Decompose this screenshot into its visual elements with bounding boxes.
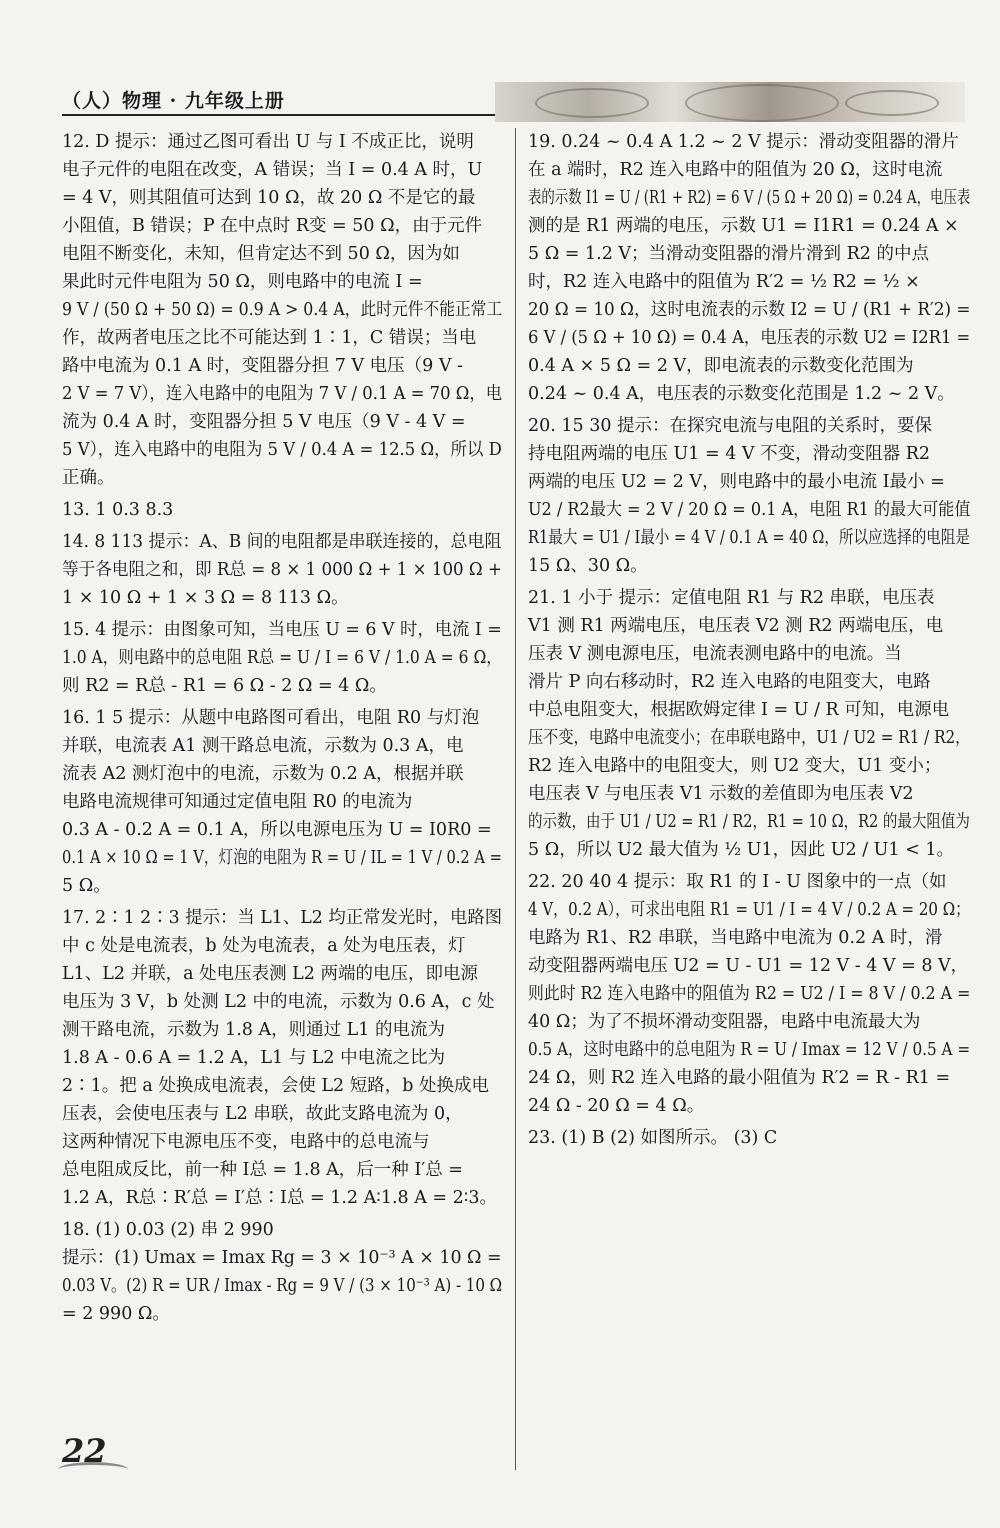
answer-line: 5 Ω，所以 U2 最大值为 ½ U1，因此 U2 / U1 < 1。 — [528, 840, 954, 860]
answer-line: 在 a 端时，R2 连入电路中的阻值为 20 Ω，这时电流 — [528, 160, 943, 180]
answer-item-20 — [528, 412, 970, 580]
answer-line: 则 R2 = R总 - R1 = 6 Ω - 2 Ω = 4 Ω。 — [62, 676, 387, 696]
answer-line: 总电阻成反比，前一种 I总 = 1.8 A，后一种 I′总 = — [62, 1160, 463, 1180]
left-column — [62, 128, 502, 1332]
answer-line: 滑片 P 向右移动时，R2 连入电路的电阻变大，电路 — [528, 672, 931, 692]
answer-line: 0.1 A × 10 Ω = 1 V，灯泡的电阻为 R = U / IL = 1 V / 0.2 A = — [62, 848, 502, 868]
answer-line: 压不变，电路中电流变小；在串联电路中，U1 / U2 = R1 / R2， — [528, 728, 971, 748]
answer-item-12 — [62, 128, 502, 492]
answer-line: 6 V / (5 Ω + 10 Ω) = 0.4 A，电压表的示数 U2 = I2R1 = — [528, 328, 971, 348]
answer-line: 正确。 — [62, 468, 115, 488]
answer-line: 24 Ω，则 R2 连入电路的最小阻值为 R′2 = R - R1 = — [528, 1068, 951, 1088]
answer-line: 作，故两者电压之比不可能达到 1∶1，C 错误；当电 — [62, 328, 477, 348]
answer-line: 中总电阻变大，根据欧姆定律 I = U / R 可知，电源电 — [528, 700, 950, 720]
answer-line: 15 Ω、30 Ω。 — [528, 556, 648, 576]
answer-line: 2 V = 7 V），连入电路中的电阻为 7 V / 0.1 A = 70 Ω，电 — [62, 384, 503, 404]
answer-line: 20 Ω = 10 Ω，这时电流表的示数 I2 = U / (R1 + R′2) = — [528, 300, 971, 320]
answer-line: 电阻不断变化，未知，但肯定达不到 50 Ω，因为如 — [62, 244, 460, 264]
answer-line: 测干路电流，示数为 1.8 A，则通过 L1 的电流为 — [62, 1020, 445, 1040]
answer-line: = 2 990 Ω。 — [62, 1304, 170, 1324]
answer-line: 0.4 A × 5 Ω = 2 V，即电流表的示数变化范围为 — [528, 356, 914, 376]
answer-item-17 — [62, 904, 502, 1212]
answer-line: 21. 1 小于 提示：定值电阻 R1 与 R2 串联，电压表 — [528, 588, 935, 608]
answer-item-23 — [528, 1124, 970, 1152]
answer-line: 路中电流为 0.1 A 时，变阻器分担 7 V 电压（9 V - — [62, 356, 463, 376]
answer-line: 24 Ω - 20 Ω = 4 Ω。 — [528, 1096, 705, 1116]
column-divider — [515, 128, 516, 1470]
answer-line: 1.0 A，则电路中的总电阻 R总 = U / I = 6 V / 1.0 A = 6 Ω， — [62, 648, 502, 668]
answer-line: 电压表 V 与电压表 V1 示数的差值即为电压表 V2 — [528, 784, 914, 804]
answer-item-15 — [62, 616, 502, 700]
answer-item-22 — [528, 868, 970, 1120]
answer-line: R1最大 = U1 / I最小 = 4 V / 0.1 A = 40 Ω，所以应选择的电阻是 — [528, 528, 970, 548]
answer-line: 并联，电流表 A1 测干路总电流，示数为 0.3 A，电 — [62, 736, 464, 756]
answer-line: 0.24 ~ 0.4 A，电压表的示数变化范围是 1.2 ~ 2 V。 — [528, 384, 955, 404]
answer-line: 电子元件的电阻在改变，A 错误；当 I = 0.4 A 时，U — [62, 160, 483, 180]
answer-line: 40 Ω；为了不损坏滑动变阻器，电路中电流最大为 — [528, 1012, 921, 1032]
answer-line: 这两种情况下电源电压不变，电路中的总电流与 — [62, 1132, 430, 1152]
answer-line: 测的是 R1 两端的电压，示数 U1 = I1R1 = 0.24 A × — [528, 216, 959, 236]
answer-line: 两端的电压 U2 = 2 V，则电路中的最小电流 I最小 = — [528, 472, 945, 492]
page-number-swoosh — [58, 1462, 128, 1477]
answer-line: 的示数，由于 U1 / U2 = R1 / R2，R1 = 10 Ω，R2 的最大阻值为 — [528, 812, 970, 832]
answer-line: 16. 1 5 提示：从题中电路图可看出，电阻 R0 与灯泡 — [62, 708, 480, 728]
answer-line: 流表 A2 测灯泡中的电流，示数为 0.2 A，根据并联 — [62, 764, 464, 784]
answer-line: 流为 0.4 A 时，变阻器分担 5 V 电压（9 V - 4 V = — [62, 412, 466, 432]
answer-line: 12. D 提示：通过乙图可看出 U 与 I 不成正比，说明 — [62, 132, 474, 152]
answer-line: 持电阻两端的电压 U1 = 4 V 不变，滑动变阻器 R2 — [528, 444, 931, 464]
answer-line: 等于各电阻之和，即 R总 = 8 × 1 000 Ω + 1 × 100 Ω + — [62, 560, 502, 580]
answer-line: 4 V，0.2 A），可求出电阻 R1 = U1 / I = 4 V / 0.2 A = 20 Ω； — [528, 900, 971, 920]
answer-line: 压表，会使电压表与 L2 串联，故此支路电流为 0， — [62, 1104, 463, 1124]
answer-line: 电路为 R1、R2 串联，当电路中电流为 0.2 A 时，滑 — [528, 928, 943, 948]
answer-line: 14. 8 113 提示：A、B 间的电阻都是串联连接的，总电阻 — [62, 532, 502, 552]
answer-line: 5 Ω = 1.2 V；当滑动变阻器的滑片滑到 R2 的中点 — [528, 244, 929, 264]
answer-line: = 4 V，则其阻值可达到 10 Ω，故 20 Ω 不是它的最 — [62, 188, 476, 208]
answer-line: 15. 4 提示：由图象可知，当电压 U = 6 V 时，电流 I = — [62, 620, 502, 640]
answer-item-14 — [62, 528, 502, 612]
answer-line: 5 Ω。 — [62, 876, 111, 896]
answer-line: 1.8 A - 0.6 A = 1.2 A，L1 与 L2 中电流之比为 — [62, 1048, 446, 1068]
answer-line: 压表 V 测电源电压，电流表测电路中的电流。当 — [528, 644, 902, 664]
watermark-logo — [760, 1440, 980, 1520]
answer-line: 22. 20 40 4 提示：取 R1 的 I - U 图象中的一点（如 — [528, 872, 947, 892]
header-rule — [62, 114, 517, 116]
answer-line: 19. 0.24 ~ 0.4 A 1.2 ~ 2 V 提示：滑动变阻器的滑片 — [528, 132, 959, 152]
page-header — [40, 82, 965, 122]
answer-line: L1、L2 并联，a 处电压表测 L2 两端的电压，即电源 — [62, 964, 478, 984]
answer-line: 时，R2 连入电路中的阻值为 R′2 = ½ R2 = ½ × — [528, 272, 920, 292]
answer-line: 17. 2∶1 2∶3 提示：当 L1、L2 均正常发光时，电路图 — [62, 908, 503, 928]
answer-line: 中 c 处是电流表，b 处为电流表，a 处为电压表，灯 — [62, 936, 466, 956]
answer-line: 5 V），连入电路中的电阻为 5 V / 0.4 A = 12.5 Ω，所以 D — [62, 440, 502, 460]
header-decoration-image — [495, 82, 965, 122]
right-column — [528, 128, 970, 1156]
answer-line: R2 连入电路中的电阻变大，则 U2 变大，U1 变小； — [528, 756, 942, 776]
answer-line: 13. 1 0.3 8.3 — [62, 500, 174, 520]
answer-line: 1.2 A，R总∶R′总 = I′总∶I总 = 1.2 A∶1.8 A = 2∶3。 — [62, 1188, 497, 1208]
answer-line: 表的示数 I1 = U / (R1 + R2) = 6 V / (5 Ω + 20 Ω) = 0.24 A，电压表 — [528, 188, 971, 208]
answer-item-19 — [528, 128, 970, 408]
answer-line: 1 × 10 Ω + 1 × 3 Ω = 8 113 Ω。 — [62, 588, 349, 608]
answer-line: 9 V / (50 Ω + 50 Ω) = 0.9 A > 0.4 A，此时元件不能正常工 — [62, 300, 503, 320]
answer-item-18 — [62, 1216, 502, 1328]
answer-line: 20. 15 30 提示：在探究电流与电阻的关系时，要保 — [528, 416, 933, 436]
book-title: （人）物理 · 九年级上册 — [62, 90, 285, 112]
answer-line: 23. (1) B (2) 如图所示。 (3) C — [528, 1128, 778, 1148]
answer-line: 动变阻器两端电压 U2 = U - U1 = 12 V - 4 V = 8 V， — [528, 956, 969, 976]
answer-item-13 — [62, 496, 502, 524]
answer-line: 提示：(1) Umax = Imax Rg = 3 × 10⁻³ A × 10 Ω = — [62, 1248, 502, 1268]
answer-line: 果此时元件电阻为 50 Ω，则电路中的电流 I = — [62, 272, 423, 292]
answer-line: U2 / R2最大 = 2 V / 20 Ω = 0.1 A，电阻 R1 的最大可能值 — [528, 500, 971, 520]
answer-line: 小阻值，B 错误；P 在中点时 R变 = 50 Ω，由于元件 — [62, 216, 483, 236]
answer-item-16 — [62, 704, 502, 900]
answer-item-21 — [528, 584, 970, 864]
answer-line: 0.03 V。(2) R = UR / Imax - Rg = 9 V / (3 × 10⁻³ A) - 10 Ω — [62, 1276, 503, 1296]
answer-line: 0.5 A，这时电路中的总电阻为 R = U / Imax = 12 V / 0.5 A = — [528, 1040, 971, 1060]
answer-line: 则此时 R2 连入电路中的阻值为 R2 = U2 / I = 8 V / 0.2 A = — [528, 984, 971, 1004]
answer-line: 18. (1) 0.03 (2) 串 2 990 — [62, 1220, 274, 1240]
page-number: 22 — [62, 1432, 107, 1470]
answer-line: 电压为 3 V，b 处测 L2 中的电流，示数为 0.6 A，c 处 — [62, 992, 495, 1012]
answer-line: 2∶1。把 a 处换成电流表，会使 L2 短路，b 处换成电 — [62, 1076, 489, 1096]
answer-line: 0.3 A - 0.2 A = 0.1 A，所以电源电压为 U = I0R0 = — [62, 820, 492, 840]
answer-line: 电路电流规律可知通过定值电阻 R0 的电流为 — [62, 792, 413, 812]
answer-line: V1 测 R1 两端电压，电压表 V2 测 R2 两端电压，电 — [528, 616, 944, 636]
